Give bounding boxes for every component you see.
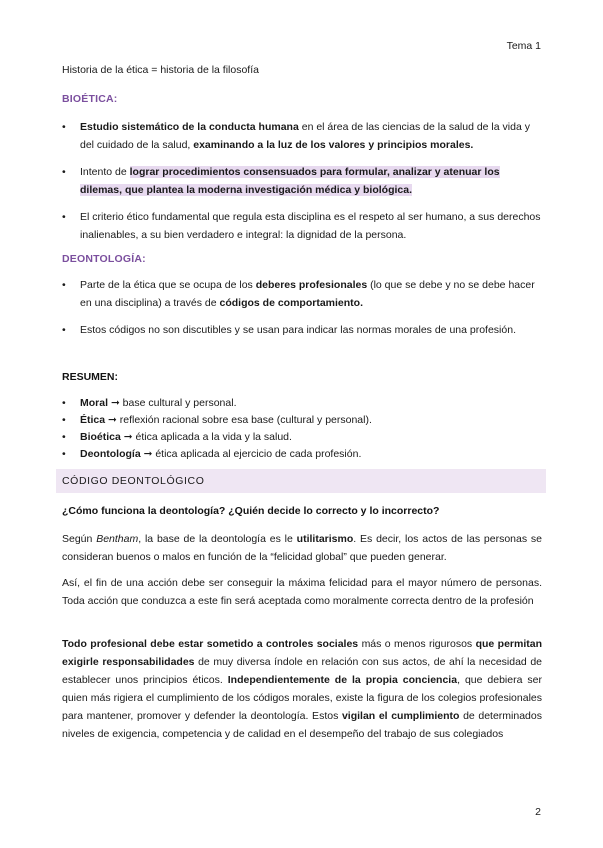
deontologia-list bbox=[62, 277, 542, 340]
bioetica-item-3: • El criterio ético fundamental que regula esta disciplina es el respeto al ser humano, a sus derechos inalienables, a su bien verdadero e integral: la dignidad de la persona. bbox=[62, 209, 542, 244]
resumen-item-deontologia: • Deontología ➞ ética aplicada al ejercicio de cada profesión. bbox=[62, 446, 542, 463]
deontologia-heading: DEONTOLOGÍA: bbox=[62, 253, 146, 265]
paragraph-bentham: Según Bentham, la base de la deontología es le utilitarismo. Es decir, los actos de las personas se consideran buenos o malos en función de la “felicidad global” que pueden generar. bbox=[62, 533, 542, 563]
bioetica-item-2: • Intento de lograr procedimientos consensuados para formular, analizar y atenuar los dilemas, que plantea la moderna investigación médica y biológica. bbox=[62, 164, 542, 199]
resumen-item-moral: • Moral ➞ base cultural y personal. bbox=[62, 395, 542, 412]
arrow-icon: ➞ bbox=[143, 448, 153, 460]
arrow-icon: ➞ bbox=[110, 397, 120, 409]
bioetica-item-1: • Estudio sistemático de la conducta humana en el área de las ciencias de la salud de la vida y del cuidado de la salud, examinando a la luz de los valores y principios morales. bbox=[62, 119, 542, 154]
arrow-icon: ➞ bbox=[108, 414, 117, 426]
resumen-item-bioetica: • Bioética ➞ ética aplicada a la vida y la salud. bbox=[62, 429, 542, 446]
arrow-icon: ➞ bbox=[123, 431, 133, 443]
header-topic: Tema 1 bbox=[506, 40, 541, 52]
paragraph-controles: Todo profesional debe estar sometido a controles sociales más o menos rigurosos que permitan exigirle responsabilidades de muy diversa índole en relación con sus actos, de ahí la necesidad de establecer unos principios éticos. Independientemente de la propia conciencia, que debiera ser quien más rigiera el cumplimiento de los códigos morales, existe la figura de los colegios profesionales para mantener, promover y defender la deontología. Estos vigilan el cumplimiento de determinados niveles de exigencia, competencia y de calidad en el desempeño del trabajo de sus colegiados bbox=[62, 638, 542, 740]
resumen-list bbox=[62, 395, 542, 463]
deontologia-item-1: • Parte de la ética que se ocupa de los deberes profesionales (lo que se debe y no se debe hacer en una disciplina) a través de códigos de comportamiento. bbox=[62, 277, 542, 312]
resumen-item-etica: • Ética ➞ reflexión racional sobre esa base (cultural y personal). bbox=[62, 412, 542, 429]
highlighted-text: lograr procedimientos consensuados para formular, analizar y atenuar los dilemas, que plantea la moderna investigación médica y biológica. bbox=[80, 166, 500, 196]
paragraph-fin-accion: Así, el fin de una acción debe ser conseguir la máxima felicidad para el mayor número de personas. Toda acción que conduzca a este fin será aceptada como moralmente correcta dentro de la profesión bbox=[62, 577, 542, 607]
page-number: 2 bbox=[535, 806, 541, 818]
bioetica-heading: BIOÉTICA: bbox=[62, 93, 118, 105]
codigo-question: ¿Cómo funciona la deontología? ¿Quién decide lo correcto y lo incorrecto? bbox=[62, 505, 440, 517]
bioetica-list bbox=[62, 119, 542, 245]
deontologia-item-2: • Estos códigos no son discutibles y se usan para indicar las normas morales de una profesión. bbox=[62, 322, 542, 340]
resumen-heading: RESUMEN: bbox=[62, 371, 119, 383]
section-bar-codigo: CÓDIGO DEONTOLÓGICO bbox=[56, 469, 546, 493]
intro-line: Historia de la ética = historia de la filosofía bbox=[62, 64, 259, 76]
